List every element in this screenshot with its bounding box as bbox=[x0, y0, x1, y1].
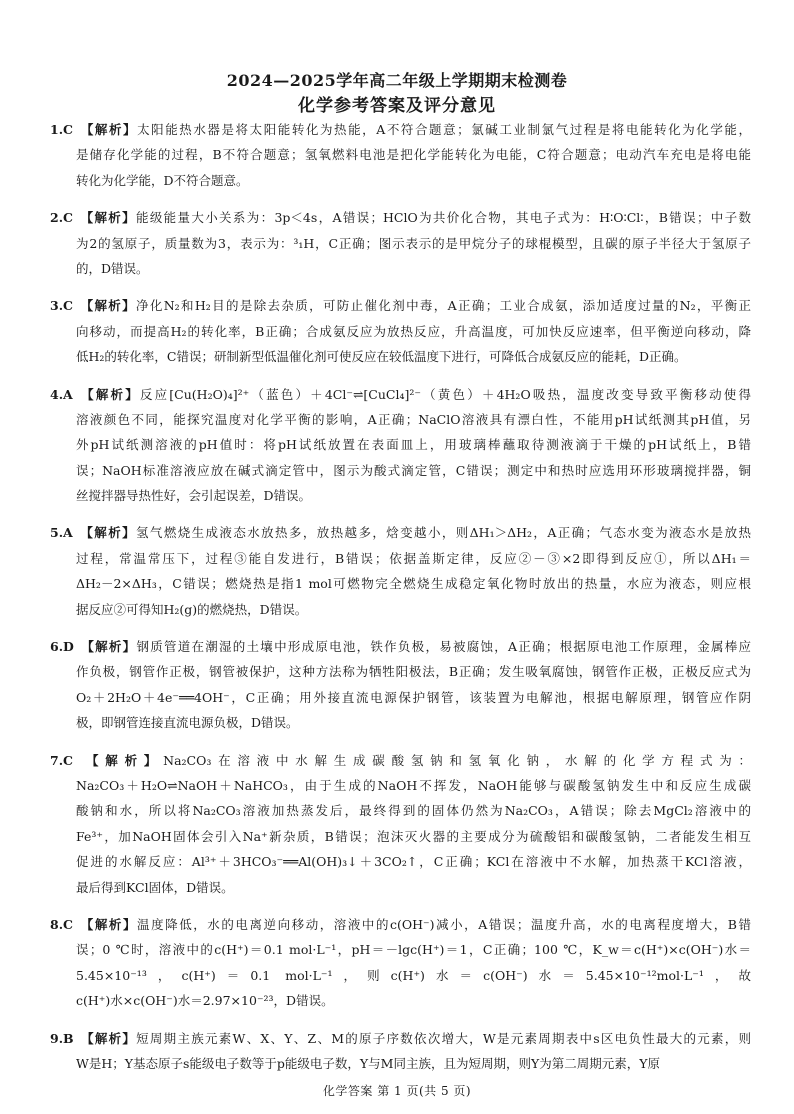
answer-text: Na₂CO₃＋H₂O⇌NaOH＋NaHCO₃，由于生成的NaOH不挥发，NaOH能够与碳酸氢钠发生中和反应生成碳 bbox=[76, 777, 751, 793]
answer-line bbox=[50, 849, 751, 874]
answer-text: 溶液颜色不同，能探究温度对化学平衡的影响，A正确；NaClO溶液具有漂白性，不能用pH试纸测其pH值，另 bbox=[76, 411, 751, 427]
answer-text: 温度降低，水的电离逆向移动，溶液中的c(OH⁻)减小，A错误；温度升高，水的电离程度增大，B错 bbox=[137, 916, 751, 932]
answer-number: 4.A bbox=[50, 386, 73, 402]
analysis-tag: 【解析】 bbox=[79, 210, 136, 226]
answer-text: 丝搅拌器导热性好，会引起误差，D错误。 bbox=[76, 488, 312, 504]
answer-item bbox=[50, 748, 751, 900]
answer-text: 的，D错误。 bbox=[76, 260, 149, 276]
answer-line bbox=[50, 546, 751, 571]
answer-text: 酸钠和水，所以将Na₂CO₃溶液加热蒸发后，最终得到的固体仍然为Na₂CO₃，A错误；除去MgCl₂溶液中的 bbox=[76, 803, 751, 819]
answer-line bbox=[50, 798, 751, 823]
answer-line bbox=[50, 117, 751, 142]
answer-number: 8.C bbox=[50, 916, 73, 932]
answer-text: W是H；Y基态原子s能级电子数等于p能级电子数，Y与M同主族，且为短周期，则Y为第二周期元素，Y原 bbox=[76, 1055, 660, 1071]
answer-text: 净化N₂和H₂目的是除去杂质，可防止催化剂中毒，A正确；工业合成氨，添加适度过量的N₂，平衡正 bbox=[136, 298, 751, 314]
answer-text: 误；NaOH标准溶液应放在碱式滴定管中，图示为酸式滴定管，C错误；测定中和热时应选用环形玻璃搅拌器，铜 bbox=[76, 462, 751, 478]
answer-text: Na₂CO₃在溶液中水解生成碳酸氢钠和氢氧化钠，水解的化学方程式为： bbox=[163, 752, 751, 768]
answer-line bbox=[50, 748, 751, 773]
answer-line bbox=[50, 256, 751, 281]
answer-line bbox=[50, 520, 751, 545]
answer-line bbox=[50, 912, 751, 937]
answer-text: 作负极，钢管作正极，钢管被保护，这种方法称为牺牲阳极法，B正确；发生吸氧腐蚀，钢管作正极，正极反应式为 bbox=[76, 664, 751, 680]
answer-line bbox=[50, 773, 751, 798]
answer-line bbox=[50, 458, 751, 483]
analysis-tag: 【解析】 bbox=[80, 639, 137, 655]
answer-number: 5.A bbox=[50, 525, 73, 541]
answer-text: 误；0 ℃时，溶液中的c(H⁺)＝0.1 mol·L⁻¹，pH＝－lgc(H⁺)＝1，C正确；100 ℃，K_w＝c(H⁺)×c(OH⁻)水＝ bbox=[76, 942, 751, 958]
answer-text: 5.45×10⁻¹³，c(H⁺)＝0.1 mol·L⁻¹，则c(H⁺)水＝c(OH⁻)水＝5.45×10⁻¹²mol·L⁻¹，故 bbox=[76, 967, 751, 983]
answer-item bbox=[50, 1026, 751, 1077]
answer-line bbox=[50, 231, 751, 256]
analysis-tag: 【解析】 bbox=[79, 525, 137, 541]
answer-line bbox=[50, 205, 751, 230]
answer-text: 过程，常温常压下，过程③能自发进行，B错误；依据盖斯定律，反应②－③×2即得到反应①，所以ΔH₁＝ bbox=[76, 550, 751, 566]
answer-text: 氢气燃烧生成液态水放热多，放热越多，焓变越小，则ΔH₁＞ΔH₂，A正确；气态水变为液态水是放热 bbox=[136, 525, 751, 541]
answer-number: 2.C bbox=[50, 210, 73, 226]
answer-text: ΔH₂－2×ΔH₃，C错误；燃烧热是指1 mol可燃物完全燃烧生成稳定氧化物时放出的热量，水应为液态，则应根 bbox=[76, 576, 751, 592]
answer-number: 6.D bbox=[50, 639, 74, 655]
analysis-tag: 【解析】 bbox=[79, 1030, 137, 1046]
answer-line bbox=[50, 937, 751, 962]
exam-title: 2024—2025学年高二年级上学期期末检测卷 bbox=[226, 71, 568, 90]
answer-line bbox=[50, 824, 751, 849]
answer-text: 外pH试纸测溶液的pH值时：将pH试纸放置在表面皿上，用玻璃棒蘸取待测液滴于干燥的pH试纸上，B错 bbox=[76, 437, 751, 453]
answer-item bbox=[50, 293, 751, 369]
answer-text: 为2的氢原子，质量数为3，表示为：³₁H，C正确；图示表示的是甲烷分子的球棍模型，且碳的原子半径大于氢原子 bbox=[76, 235, 751, 251]
answer-text: Fe³⁺，加NaOH固体会引入Na⁺新杂质，B错误；泡沫灭火器的主要成分为硫酸铝和碳酸氢钠，二者能发生相互 bbox=[76, 828, 751, 844]
answer-line bbox=[50, 963, 751, 988]
answer-text: O₂＋2H₂O＋4e⁻══4OH⁻，C正确；用外接直流电源保护钢管，该装置为电解池，根据电解原理，钢管应作阴 bbox=[76, 689, 751, 705]
answer-text: 据反应②可得知H₂(g)的燃烧热，D错误。 bbox=[76, 601, 308, 617]
answer-line bbox=[50, 659, 751, 684]
answer-line bbox=[50, 710, 751, 735]
answer-item bbox=[50, 382, 751, 509]
answer-number: 7.C bbox=[50, 752, 73, 768]
answer-item bbox=[50, 634, 751, 736]
answer-list bbox=[50, 117, 751, 1088]
answer-line bbox=[50, 875, 751, 900]
answer-line bbox=[50, 685, 751, 710]
answer-line bbox=[50, 407, 751, 432]
answer-text: 是储存化学能的过程，B不符合题意；氢氧燃料电池是把化学能转化为电能，C符合题意；电动汽车充电是将电能 bbox=[76, 147, 751, 163]
answer-text: 低H₂的转化率，C错误；研制新型低温催化剂可使反应在较低温度下进行，可降低合成氨反应的能耗，D正确。 bbox=[76, 349, 687, 365]
answer-text: 促进的水解反应：Al³⁺＋3HCO₃⁻══Al(OH)₃↓＋3CO₂↑，C正确；KCl在溶液中不水解，加热蒸干KCl溶液， bbox=[76, 854, 751, 870]
answer-line bbox=[50, 382, 751, 407]
answer-line bbox=[50, 432, 751, 457]
answer-line bbox=[50, 988, 751, 1013]
answer-line bbox=[50, 344, 751, 369]
answer-text: 极，即钢管连接直流电源负极，D错误。 bbox=[76, 715, 299, 731]
answer-text: 转化为化学能，D不符合题意。 bbox=[76, 172, 249, 188]
answer-text: 能级能量大小关系为：3p＜4s，A错误；HClO为共价化合物，其电子式为：H∶O∶Cl∶，B错误；中子数 bbox=[135, 210, 751, 226]
answer-line bbox=[50, 168, 751, 193]
answer-line bbox=[50, 597, 751, 622]
answer-text: 短周期主族元素W、X、Y、Z、M的原子序数依次增大，W是元素周期表中s区电负性最大的元素，则 bbox=[136, 1030, 751, 1046]
answer-item bbox=[50, 117, 751, 193]
answer-number: 1.C bbox=[50, 122, 73, 137]
answer-key-title: 化学参考答案及评分意见 bbox=[298, 96, 496, 116]
answer-line bbox=[50, 1026, 751, 1051]
analysis-tag: 【解析】 bbox=[79, 916, 138, 932]
analysis-tag: 【解析】 bbox=[79, 386, 140, 402]
answer-text: 钢质管道在潮湿的土壤中形成原电池，铁作负极，易被腐蚀，A正确；根据原电池工作原理，金属棒应 bbox=[136, 639, 751, 655]
answer-line bbox=[50, 142, 751, 167]
answer-text: 最后得到KCl固体，D错误。 bbox=[76, 879, 234, 895]
answer-text: c(H⁺)水×c(OH⁻)水＝2.97×10⁻²³，D错误。 bbox=[76, 993, 334, 1009]
answer-text: 太阳能热水器是将太阳能转化为热能，A不符合题意；氯碱工业制氯气过程是将电能转化为化学能， bbox=[137, 122, 751, 137]
answer-line bbox=[50, 571, 751, 596]
answer-number: 9.B bbox=[50, 1030, 74, 1046]
answer-line bbox=[50, 483, 751, 508]
answer-line bbox=[50, 293, 751, 318]
answer-text: 反应[Cu(H₂O)₄]²⁺（蓝色）＋4Cl⁻⇌[CuCl₄]²⁻（黄色）＋4H₂O吸热，温度改变导致平衡移动使得 bbox=[139, 386, 751, 402]
answer-line bbox=[50, 1051, 751, 1076]
answer-item bbox=[50, 205, 751, 281]
page-footer: 化学答案 第 1 页(共 5 页) bbox=[322, 1084, 472, 1098]
answer-line bbox=[50, 634, 751, 659]
answer-item bbox=[50, 520, 751, 622]
answer-number: 3.C bbox=[50, 298, 73, 314]
answer-line bbox=[50, 319, 751, 344]
answer-text: 向移动，而提高H₂的转化率，B正确；合成氨反应为放热反应，升高温度，可加快反应速率，但平衡逆向移动，降 bbox=[76, 323, 751, 339]
answer-item bbox=[50, 912, 751, 1014]
analysis-tag: 【解析】 bbox=[79, 122, 138, 137]
analysis-tag: 【解析】 bbox=[79, 752, 164, 768]
analysis-tag: 【解析】 bbox=[79, 298, 137, 314]
